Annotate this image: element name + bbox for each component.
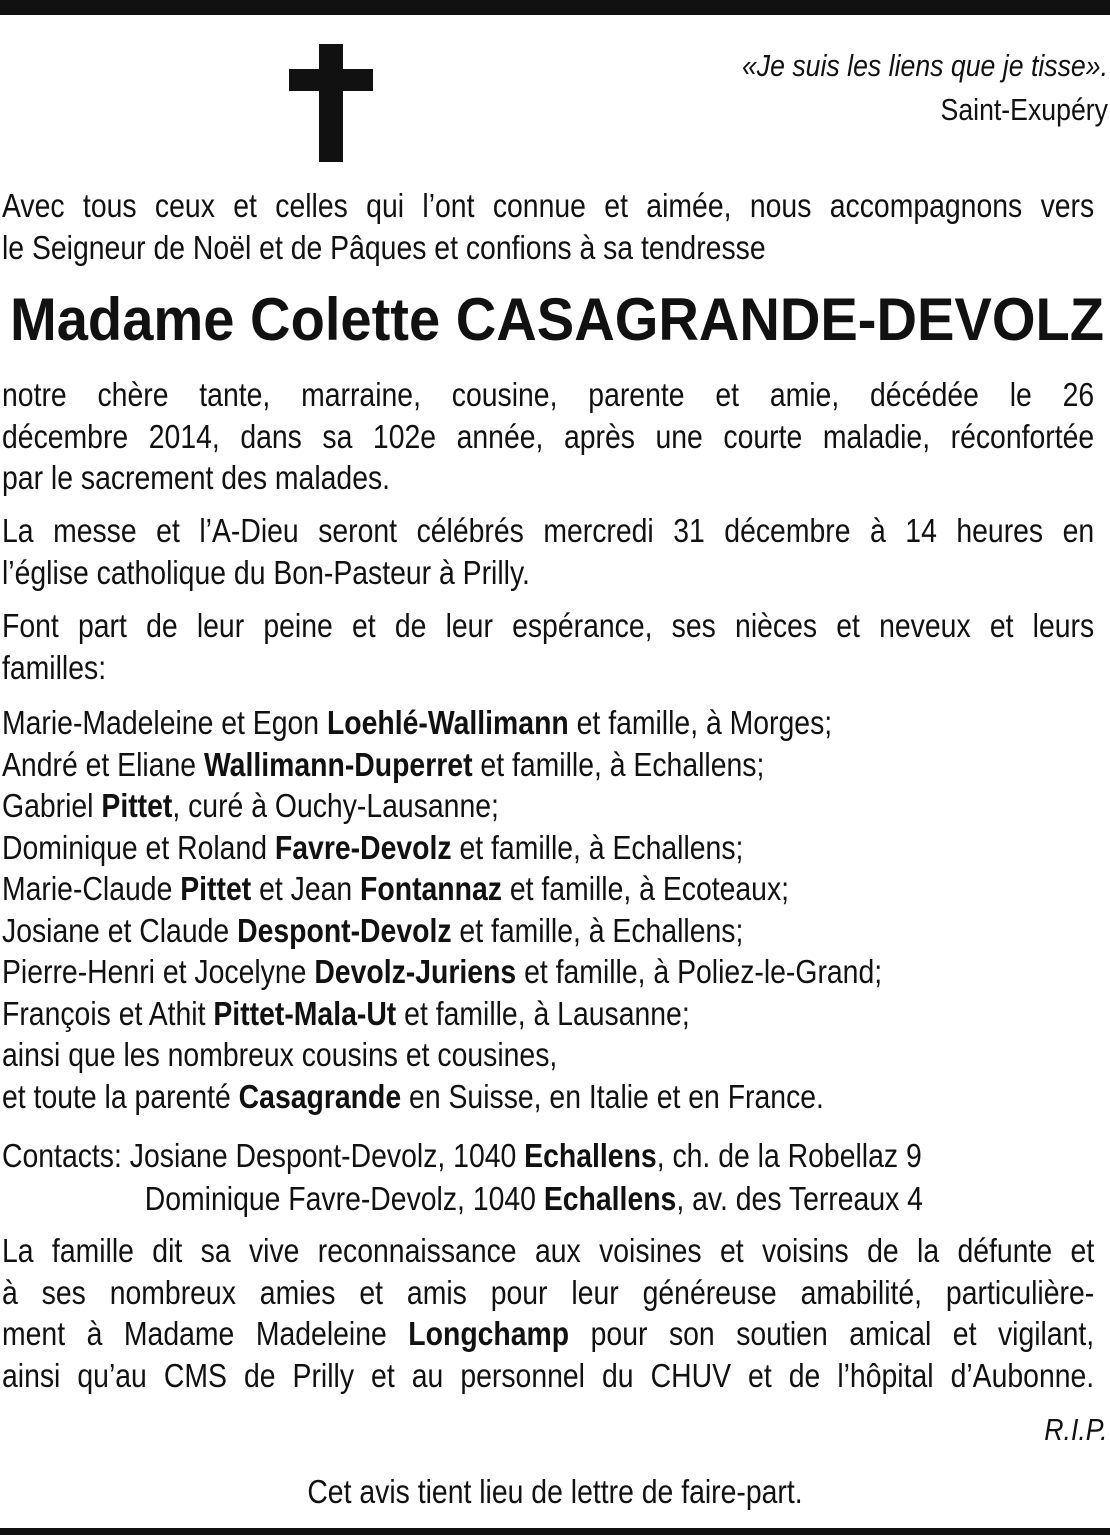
- family-member-row: Marie-Claude Pittet et Jean Fontannaz et famille, à Ecoteaux;: [2, 870, 790, 907]
- funeral-paragraph: [2, 510, 1094, 593]
- rip-closing: R.I.P.: [1044, 1412, 1108, 1447]
- bottom-border-rule: [0, 1528, 1110, 1535]
- relation-line: décembre 2014, dans sa 102e année, après une courte maladie, réconfortée: [2, 417, 1095, 455]
- family-member-row: Marie-Madeleine et Egon Loehlé-Wallimann et famille, à Morges;: [2, 704, 833, 741]
- cross-icon: [289, 44, 373, 162]
- family-member-row: André et Eliane Wallimann-Duperret et famille, à Echallens;: [2, 745, 765, 783]
- thanks-line: La famille dit sa vive reconnaissance aux voisines et voisins de la défunte et: [2, 1232, 1095, 1269]
- announcement-paragraph: [2, 605, 1094, 688]
- intro-line: le Seigneur de Noël et de Pâques et confions à sa tendresse: [2, 228, 766, 266]
- family-member-row: François et Athit Pittet-Mala-Ut et famille, à Lausanne;: [2, 994, 690, 1032]
- thanks-line: ment à Madame Madeleine Longchamp pour son soutien amical et vigilant,: [2, 1315, 1095, 1352]
- contact-row: Dominique Favre-Devolz, 1040 Echallens, av. des Terreaux 4: [144, 1180, 923, 1217]
- deceased-name: Madame Colette CASAGRANDE-DEVOLZ: [10, 286, 1104, 353]
- quote-text: «Je suis les liens que je tisse».: [741, 48, 1108, 83]
- funeral-line: l’église catholique du Bon-Pasteur à Prilly.: [2, 553, 530, 591]
- intro-line: Avec tous ceux et celles qui l’ont connue et aimée, nous accompagnons vers: [2, 187, 1095, 224]
- relation-line: notre chère tante, marraine, cousine, parente et amie, décédée le 26: [2, 376, 1095, 413]
- family-list: [2, 702, 1094, 1117]
- relation-paragraph: [2, 374, 1094, 499]
- top-border-rule: [0, 0, 1110, 15]
- contacts-block: [2, 1134, 1068, 1220]
- contact-row: Contacts: Josiane Despont-Devolz, 1040 Echallens, ch. de la Robellaz 9: [2, 1137, 922, 1174]
- family-member-row: ainsi que les nombreux cousins et cousines,: [2, 1036, 558, 1073]
- epigraph-quote: [626, 44, 1108, 132]
- intro-paragraph: [2, 185, 1094, 268]
- family-member-row: Pierre-Henri et Jocelyne Devolz-Juriens et famille, à Poliez-le-Grand;: [2, 953, 883, 990]
- thanks-paragraph: [2, 1230, 1094, 1396]
- announcement-line: familles:: [2, 648, 107, 686]
- announcement-line: Font part de leur peine et de leur espérance, ses nièces et neveux et leurs: [2, 607, 1095, 644]
- family-member-row: Dominique et Roland Favre-Devolz et famille, à Echallens;: [2, 828, 744, 866]
- family-member-row: Josiane et Claude Despont-Devolz et famille, à Echallens;: [2, 911, 744, 949]
- thanks-line: ainsi qu’au CMS de Prilly et au personnel du CHUV et de l’hôpital d’Aubonne.: [2, 1356, 1095, 1394]
- family-member-row: et toute la parenté Casagrande en Suisse, en Italie et en France.: [2, 1077, 824, 1115]
- footer-note: Cet avis tient lieu de lettre de faire-part.: [307, 1473, 803, 1510]
- funeral-line: La messe et l’A-Dieu seront célébrés mercredi 31 décembre à 14 heures en: [2, 512, 1095, 549]
- contacts-label: Contacts:: [2, 1137, 130, 1174]
- quote-author: Saint-Exupéry: [940, 92, 1108, 127]
- thanks-line: à ses nombreux amies et amis pour leur généreuse amabilité, particulière-: [2, 1273, 1095, 1311]
- relation-line: par le sacrement des malades.: [2, 459, 391, 496]
- family-member-row: Gabriel Pittet, curé à Ouchy-Lausanne;: [2, 787, 499, 824]
